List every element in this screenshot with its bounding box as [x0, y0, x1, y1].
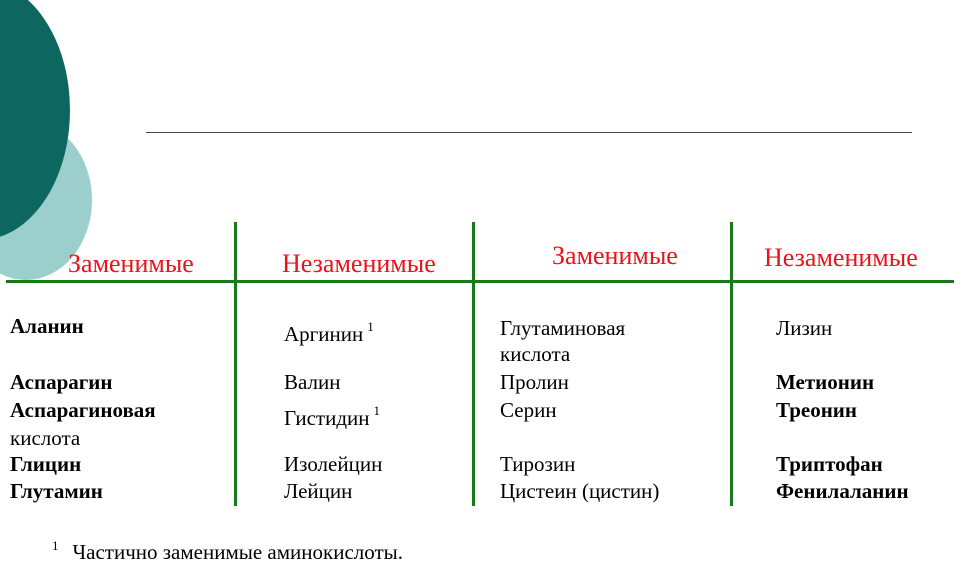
table-cell: Пролин — [500, 370, 569, 394]
table-column-divider — [730, 222, 733, 506]
table-cell: кислота — [500, 342, 571, 366]
footnote-marker: 1 — [52, 538, 59, 553]
table-cell: Триптофан — [776, 452, 883, 476]
table-cell: Аргинин $^1$ — [284, 319, 374, 346]
amino-acid-table — [0, 222, 960, 512]
header-essential-2: Незаменимые — [764, 243, 918, 272]
table-cell: Изолейцин — [284, 452, 383, 476]
table-cell: Метионин — [776, 370, 875, 394]
table-cell: Аланин — [10, 314, 84, 338]
table-header-rule — [6, 280, 954, 283]
table-cell: Цистеин (цистин) — [500, 479, 660, 503]
table-cell: Глицин — [10, 452, 82, 476]
table-cell: Глутамин — [10, 479, 103, 503]
table-cell: Лизин — [776, 316, 833, 340]
table-cell: Фенилаланин — [776, 479, 909, 503]
header-replaceable-1: Заменимые — [68, 249, 194, 278]
footnote — [52, 538, 403, 565]
table-cell: Тирозин — [500, 452, 576, 476]
header-replaceable-2: Заменимые — [552, 241, 678, 270]
table-column-divider — [472, 222, 475, 506]
table-cell: Серин — [500, 398, 557, 422]
table-cell: Глутаминовая — [500, 316, 626, 340]
footnote-marker: 1 — [373, 403, 380, 418]
table-cell: Лейцин — [284, 479, 353, 503]
footnote-marker: 1 — [367, 319, 374, 334]
table-cell: Гистидин $^1$ — [284, 403, 380, 430]
table-column-divider — [234, 222, 237, 506]
table-cell: Аспарагин — [10, 370, 113, 394]
table-cell: Треонин — [776, 398, 858, 422]
table-cell: Валин — [284, 370, 341, 394]
footnote-text: Частично заменимые аминокислоты. — [72, 540, 404, 564]
table-cell: кислота — [10, 426, 81, 450]
header-essential-1: Незаменимые — [282, 249, 436, 278]
table-cell: Аспарагиновая — [10, 398, 156, 422]
title-divider — [146, 132, 912, 133]
